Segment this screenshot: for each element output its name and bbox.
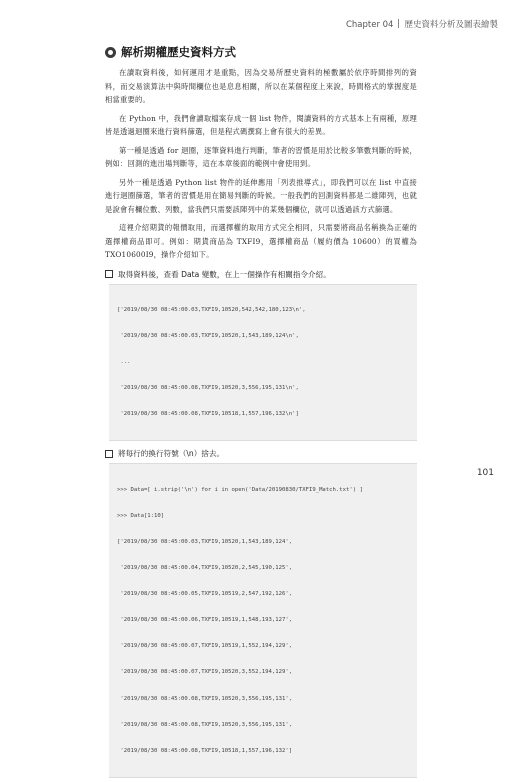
- page-number: 101: [476, 468, 494, 478]
- code-block: [109, 284, 417, 442]
- code-line: '2019/08/30 08:45:00.08,TXFI9,10520,3,556,195,131',: [117, 695, 293, 702]
- checkbox-square-icon: [105, 270, 113, 278]
- step-text: 將每行的換行符號（\n）捨去。: [118, 449, 225, 459]
- code-line: >>> Data=[ i.strip('\n') for i in open('Data/20190830/TXFI9_Match.txt') ]: [117, 486, 363, 493]
- code-line: '2019/08/30 08:45:00.07,TXFI9,10519,1,552,194,129',: [117, 643, 293, 650]
- step-text: 取得資料後，查看 Data 變數，在上一個操作有相關指令介紹。: [118, 269, 331, 279]
- section-bullet-icon: [105, 47, 116, 58]
- code-line: '2019/08/30 08:45:00.03,TXFI9,10520,1,543,189,124\n',: [117, 333, 299, 339]
- code-line: >>> Data[1:10]: [117, 512, 165, 519]
- section-title: 解析期權歷史資料方式: [121, 45, 236, 59]
- code-line: '2019/08/30 08:45:00.04,TXFI9,10520,2,545,190,125',: [117, 565, 293, 572]
- code-line: '2019/08/30 08:45:00.06,TXFI9,10519,1,548,193,127',: [117, 617, 293, 624]
- paragraph: 第一種是透過 for 迴圈，逐筆資料進行判斷，筆者的習慣是用於比較多筆數判斷的時候，例如：回測的進出場判斷等，這在本章後面的範例中會使用到。: [105, 145, 417, 168]
- section-heading: [105, 44, 417, 60]
- chapter-title: 歷史資料分析及圖表繪製: [404, 20, 498, 30]
- code-line: '2019/08/30 08:45:00.05,TXFI9,10519,2,547,192,126',: [117, 591, 293, 598]
- chapter-label: Chapter 04: [345, 20, 394, 30]
- step-item: [105, 269, 417, 280]
- code-line: ...: [117, 359, 131, 366]
- running-header: [346, 18, 498, 30]
- step-item: [105, 448, 417, 459]
- paragraph: 另外一種是透過 Python list 物件的延伸應用「列表推導式」，即我們可以在 list 中直接進行迴圈篩選，筆者的習慣是用在簡易判斷的時候。一般我們的回測資料都是二維陣列，也就是說會有欄位數、列數，當我們只需要該陣列中的某幾個欄位，就可以透過該方式篩選。: [105, 177, 417, 214]
- code-line: '2019/08/30 08:45:00.08,TXFI9,10520,3,556,195,131\n',: [117, 385, 299, 392]
- code-line: ['2019/08/30 08:45:00.03,TXFI9,10520,542,542,180,123\n',: [117, 306, 306, 313]
- header-divider: [398, 19, 399, 28]
- checkbox-square-icon: [105, 450, 113, 458]
- paragraph: 在 Python 中，我們會讀取檔案存成一個 list 物件，閱讀資料的方式基本上有兩種，原理皆是透過迴圈來進行資料篩選，但是程式碼撰寫上會有很大的差異。: [105, 113, 417, 136]
- code-line: '2019/08/30 08:45:00.07,TXFI9,10520,3,552,194,129',: [117, 669, 293, 676]
- code-line: '2019/08/30 08:45:00.08,TXFI9,10518,1,557,196,132']: [117, 747, 293, 754]
- code-line: ['2019/08/30 08:45:00.03,TXFI9,10520,1,543,189,124',: [117, 538, 293, 545]
- paragraph: 這裡介紹期貨的報價取用，而選擇權的取用方式完全相同，只需要將商品名稱換為正確的選擇權商品即可。例如：期貨商品為 TXFI9，選擇權商品（履約價為 10600）的買權為 TXO10600I9，操作介紹如下。: [105, 223, 417, 259]
- page-body: [105, 36, 417, 782]
- code-line: '2019/08/30 08:45:00.08,TXFI9,10520,3,556,195,131',: [117, 721, 293, 728]
- code-line: '2019/08/30 08:45:00.08,TXFI9,10518,1,557,196,132\n']: [117, 411, 299, 418]
- paragraph: 在讀取資料後，如何運用才是重點，因為交易所歷史資料的極數屬於依序時間排列的資料，而交易演算法中與時間欄位也是息息相關，所以在某個程度上來說，時間格式的掌握度是相當重要的。: [105, 68, 417, 104]
- code-block: [109, 463, 417, 777]
